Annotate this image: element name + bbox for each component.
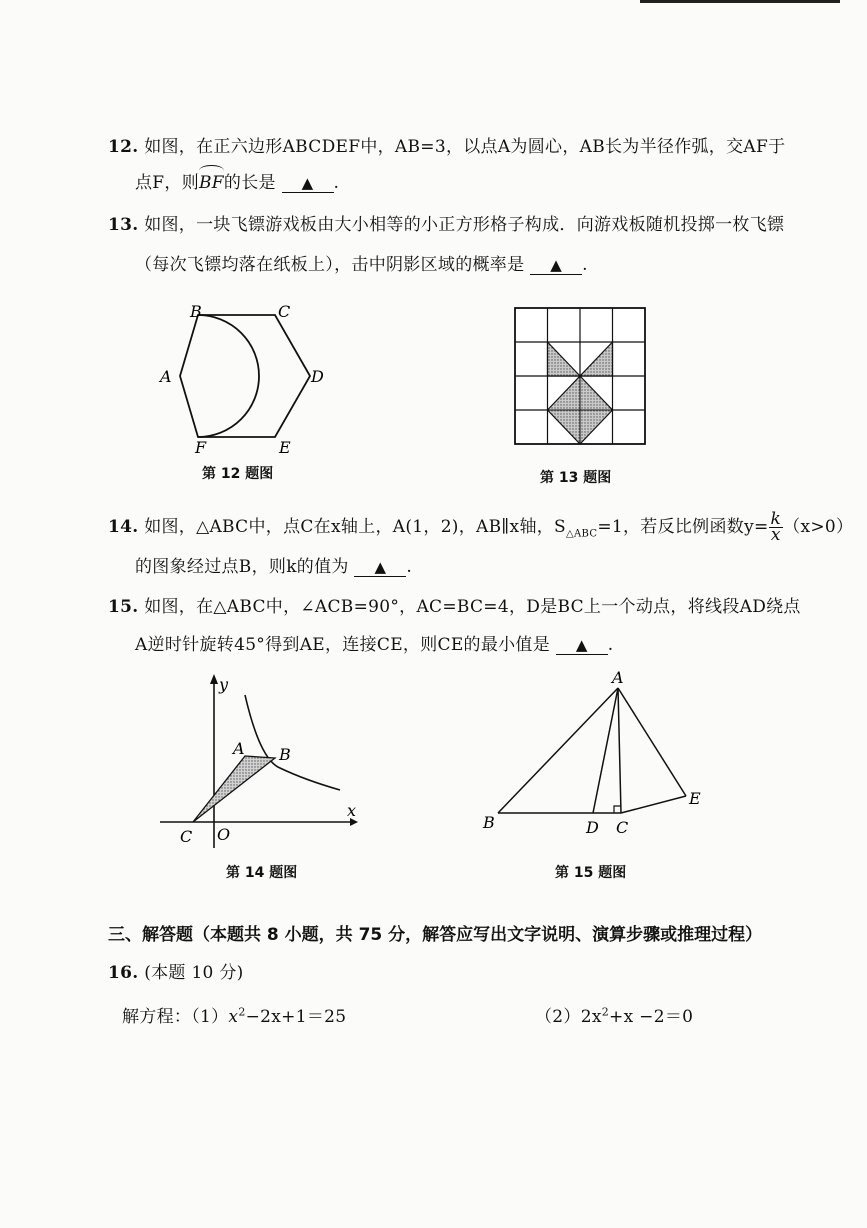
point-label-e15: E: [689, 789, 701, 808]
q14-text2: 的图象经过点B，则k的值为: [135, 557, 349, 577]
q14-period: .: [406, 557, 413, 577]
q14-line1: [108, 509, 854, 545]
q12-text: 如图，在正六边形ABCDEF中，AB=3，以点A为圆心，AB长为半径作弧，交AF于: [144, 137, 786, 157]
q15-period: .: [607, 635, 614, 655]
q16-number: 16.: [108, 963, 139, 983]
right-angle-mark: [614, 806, 621, 813]
q13-blank-marker: ▲: [550, 256, 563, 274]
q12-answer-blank[interactable]: [282, 174, 334, 193]
hex-label-b: B: [190, 302, 202, 321]
q14-figure-caption: 第 14 题图: [226, 865, 298, 881]
q12-number: 12.: [108, 137, 139, 157]
header-rule: [640, 0, 840, 3]
point-label-a15: A: [612, 668, 624, 687]
q14-answer-blank[interactable]: [354, 558, 406, 577]
q16-part2-label: （2）: [535, 1007, 581, 1027]
q15-answer-blank[interactable]: [556, 636, 608, 655]
q13-line1: [108, 210, 784, 235]
q14-graph-figure: [155, 670, 365, 850]
hex-label-c: C: [278, 302, 291, 321]
q15-triangle-figure: [478, 668, 718, 843]
q14-subscript: △ABC: [566, 528, 598, 540]
point-label-d15: D: [586, 818, 599, 837]
q16-heading: [108, 958, 244, 983]
q15-line2: [135, 630, 613, 655]
q13-text: 如图，一块飞镖游戏板由大小相等的小正方形格子构成．向游戏板随机投掷一枚飞镖: [144, 215, 785, 235]
hex-label-f: F: [195, 438, 207, 457]
q12-arc-bf: BF: [199, 173, 224, 193]
q14-frac-num: k: [770, 509, 782, 529]
point-label-b15: B: [483, 813, 495, 832]
point-label-b: B: [279, 745, 291, 764]
q14-fraction: [769, 509, 784, 545]
q13-answer-blank[interactable]: [530, 256, 582, 275]
q15-text2: A逆时针旋转45°得到AE，连接CE，则CE的最小值是: [135, 635, 551, 655]
hex-label-e: E: [279, 438, 291, 457]
hyperbola-curve: [245, 695, 340, 790]
q12-figure-caption: 第 12 题图: [202, 466, 274, 482]
q14-frac-den: x: [770, 525, 781, 545]
q16-part1-label: （1）: [191, 1007, 229, 1027]
q14-number: 14.: [108, 517, 139, 537]
origin-label-o: O: [217, 825, 231, 844]
triangle-abc: [193, 756, 275, 822]
q14-text-c: （x>0）: [783, 517, 854, 537]
point-label-c: C: [180, 827, 193, 846]
q16-part2-eq: +x −2＝0: [609, 1007, 694, 1027]
q16-part1-eq: −2x+1＝25: [245, 1007, 347, 1027]
q13-text2: （每次飞镖均落在纸板上），击中阴影区域的概率是: [135, 255, 525, 275]
section3-heading: 三、解答题（本题共 8 小题，共 75 分，解答应写出文字说明、演算步骤或推理过程）: [108, 925, 763, 945]
q13-figure-caption: 第 13 题图: [540, 470, 612, 486]
point-label-a: A: [233, 739, 245, 758]
point-label-c15: C: [616, 818, 629, 837]
q13-dartboard-figure: [515, 308, 647, 448]
q14-blank-marker: ▲: [374, 558, 387, 576]
q16-intro: 解方程：: [122, 1007, 192, 1027]
q14-text-a: 如图，△ABC中，点C在x轴上，A(1，2)，AB∥x轴，S: [144, 517, 566, 537]
q13-number: 13.: [108, 215, 139, 235]
q15-figure-caption: 第 15 题图: [555, 865, 627, 881]
q16-part1: [122, 1002, 346, 1027]
q13-line2: [135, 250, 588, 275]
q12-hexagon-figure: [150, 300, 340, 460]
q15-line1: [108, 592, 801, 617]
q15-text: 如图，在△ABC中，∠ACB=90°，AC=BC=4，D是BC上一个动点，将线段AD绕点: [144, 597, 801, 617]
q12-text-post: 的长是: [223, 173, 276, 193]
q12-line1: [108, 132, 785, 157]
hex-label-d: D: [311, 367, 324, 386]
q12-line2: [135, 168, 339, 193]
q16-part1-var: x: [228, 1007, 239, 1027]
q12-period: .: [333, 173, 340, 193]
q16-part2-sup: 2: [601, 1005, 610, 1019]
q15-blank-marker: ▲: [575, 636, 588, 654]
q16-part2: [535, 1002, 693, 1027]
q15-number: 15.: [108, 597, 139, 617]
q14-line2: [135, 552, 412, 577]
q14-text-b: =1，若反比例函数y=: [597, 517, 769, 537]
q16-part2-var: 2x: [580, 1007, 602, 1027]
q16-part1-sup: 2: [238, 1005, 246, 1019]
hex-label-a: A: [160, 367, 172, 386]
q13-period: .: [582, 255, 588, 275]
q12-text-pre: 点F，则: [135, 173, 199, 193]
q12-blank-marker: ▲: [301, 174, 314, 192]
axis-label-x: x: [347, 801, 357, 820]
q16-title: (本题 10 分): [144, 963, 244, 983]
axis-label-y: y: [219, 675, 229, 694]
